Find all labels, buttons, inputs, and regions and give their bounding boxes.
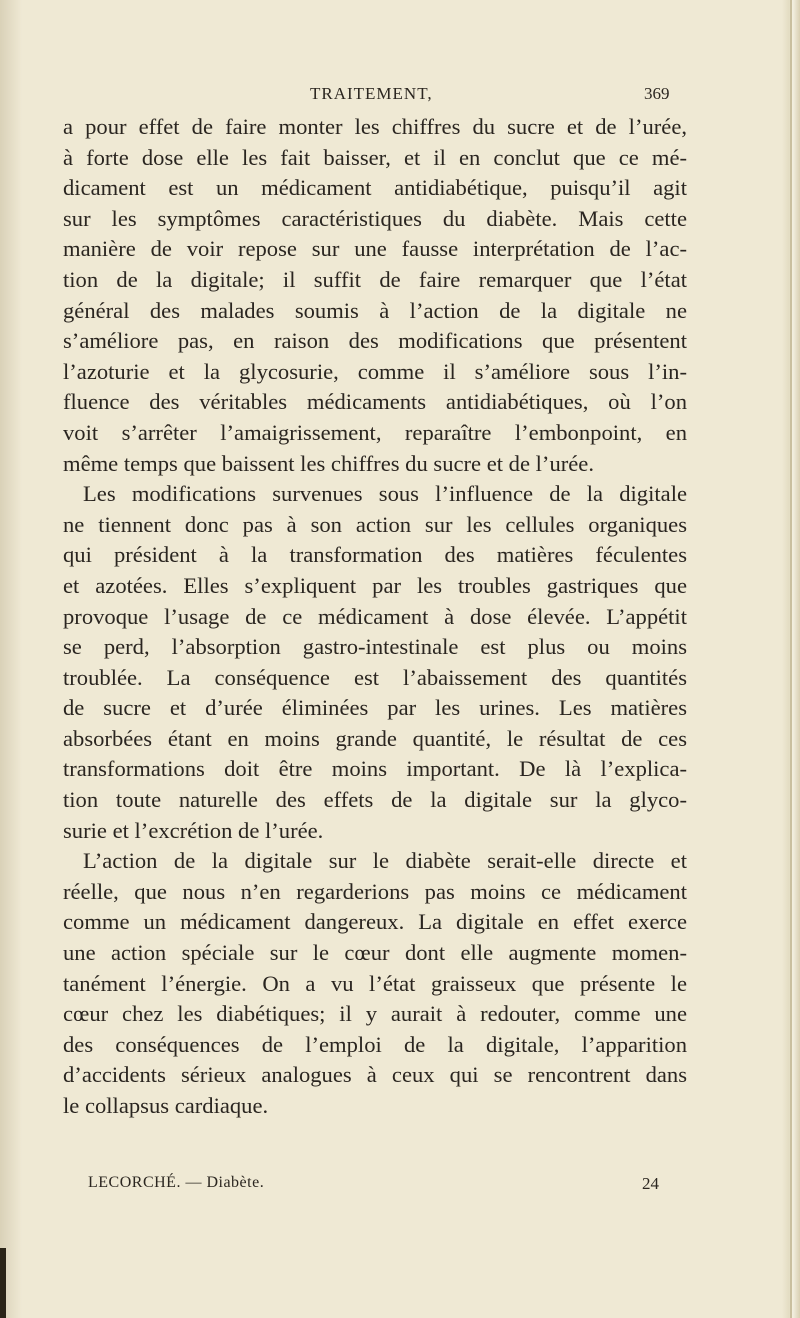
text-line: à forte dose elle les fait baisser, et il en conclut que ce mé- — [63, 144, 687, 170]
text-line: même temps que baissent les chiffres du sucre et de l’urée. — [63, 450, 594, 476]
sheet-number: 24 — [642, 1174, 659, 1193]
page-header — [0, 84, 800, 110]
text-line: L’action de la digitale sur le diabète serait-elle directe et — [83, 848, 687, 874]
paragraph-1 — [63, 112, 687, 479]
text-line: d’accidents sérieux analogues à ceux qui se rencontrent dans — [63, 1062, 687, 1088]
page-footer — [0, 1174, 800, 1200]
page-edge-line — [790, 0, 792, 1318]
paragraph-3 — [63, 846, 687, 1121]
text-line: le collapsus cardiaque. — [63, 1093, 269, 1118]
text-line: de sucre et d’urée éliminées par les urines. Les matières — [63, 695, 687, 721]
text-line: s’améliore pas, en raison des modifications que présentent — [63, 328, 687, 354]
text-line: réelle, que nous n’en regarderions pas moins ce médicament — [63, 878, 687, 904]
running-title: TRAITEMENT, — [310, 84, 433, 103]
text-line: sur les symptômes caractéristiques du diabète. Mais cette — [63, 205, 687, 231]
signature-mark: LECORCHÉ. — Diabète. — [88, 1174, 265, 1191]
text-line: tanément l’énergie. On a vu l’état graisseux que présente le — [63, 970, 687, 996]
text-line: transformations doit être moins important. De là l’explica- — [63, 756, 687, 782]
paragraph-2 — [63, 479, 687, 846]
text-line: fluence des véritables médicaments antidiabétiques, où l’on — [63, 389, 687, 415]
text-line: surie et l’excrétion de l’urée. — [63, 817, 324, 843]
text-line: se perd, l’absorption gastro-intestinale est plus ou moins — [63, 634, 687, 660]
text-line: l’azoturie et la glycosurie, comme il s’améliore sous l’in- — [63, 358, 687, 384]
text-line: cœur chez les diabétiques; il y aurait à redouter, comme une — [63, 1001, 687, 1027]
text-line: ne tiennent donc pas à son action sur les cellules organiques — [63, 511, 687, 537]
text-line: provoque l’usage de ce médicament à dose élevée. L’appétit — [63, 603, 687, 629]
text-line: et azotées. Elles s’expliquent par les troubles gastriques que — [63, 572, 687, 598]
text-line: a pour effet de faire monter les chiffres du sucre et de l’urée, — [63, 114, 687, 139]
page-number: 369 — [644, 84, 670, 103]
text-line: troublée. La conséquence est l’abaissement des quantités — [63, 664, 687, 690]
text-line: tion de la digitale; il suffit de faire remarquer que l’état — [63, 266, 687, 292]
text-line: absorbées étant en moins grande quantité, le résultat de ces — [63, 725, 687, 751]
text-line: Les modifications survenues sous l’influence de la digitale — [83, 481, 687, 507]
page-gutter-shadow — [0, 0, 22, 1318]
text-line: des conséquences de l’emploi de la digitale, l’apparition — [63, 1031, 687, 1057]
text-line: général des malades soumis à l’action de la digitale ne — [63, 297, 687, 323]
body-text — [63, 112, 687, 1122]
text-line: qui président à la transformation des matières féculentes — [63, 542, 687, 568]
binding-mark — [0, 1248, 6, 1318]
text-line: tion toute naturelle des effets de la digitale sur la glyco- — [63, 787, 687, 813]
text-line: voit s’arrêter l’amaigrissement, reparaître l’embonpoint, en — [63, 419, 687, 445]
text-line: dicament est un médicament antidiabétique, puisqu’il agit — [63, 175, 687, 201]
text-line: une action spéciale sur le cœur dont elle augmente momen- — [63, 940, 687, 966]
text-line: comme un médicament dangereux. La digitale en effet exerce — [63, 909, 687, 935]
text-line: manière de voir repose sur une fausse interprétation de l’ac- — [63, 236, 687, 262]
